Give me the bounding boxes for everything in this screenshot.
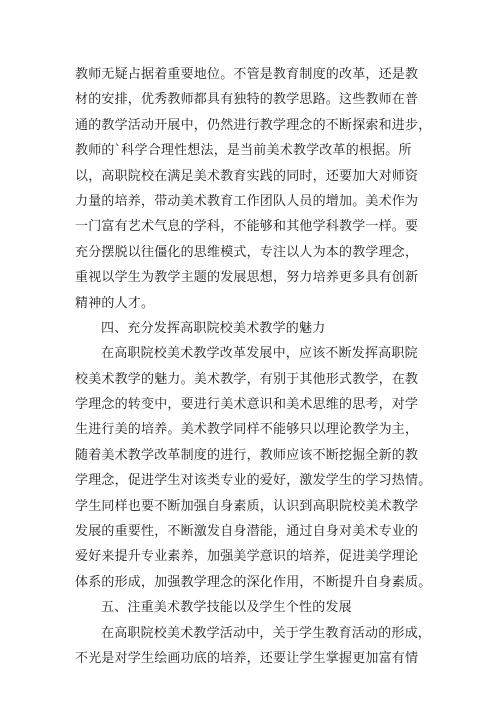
body-line: 精神的人才。 (75, 295, 155, 311)
body-line: 不光是对学生绘画功底的培养，还要让学生掌握更加富有情 (75, 650, 419, 666)
body-line: 学生同样也要不断加强自身素质，认识到高职院校美术教学 (75, 498, 419, 514)
body-line: 爱好来提升专业素养，加强美学意识的培养，促进美学理论 (75, 549, 419, 565)
body-line: 学理念的转变中，要进行美术意识和美术思维的思考，对学 (75, 397, 419, 413)
body-line: 学理念，促进学生对该类专业的爱好，激发学生的学习热情。 (75, 473, 432, 489)
paragraph-first-line: 在高职院校美术教学改革发展中，应该不断发挥高职院 (101, 346, 418, 362)
body-line: 通的教学活动开展中，仍然进行教学理念的不断探索和进步， (75, 117, 432, 133)
body-line: 以，高职院校在满足美术教育实践的同时，还要加大对师资 (75, 168, 419, 184)
section-heading: 五、注重美术教学技能以及学生个性的发展 (101, 600, 352, 616)
document-text-block (75, 62, 435, 671)
body-line: 教师的`科学合理性想法，是当前美术教学改革的根据。所 (75, 143, 412, 159)
body-line: 一门富有艺术气息的学科，不能够和其他学科教学一样。要 (75, 219, 419, 235)
paragraph-first-line: 在高职院校美术教学活动中，关于学生教育活动的形成， (101, 625, 432, 641)
body-line: 校美术教学的魅力。美术教学，有别于其他形式教学，在教 (75, 371, 419, 387)
body-line: 重视以学生为教学主题的发展思想，努力培养更多具有创新 (75, 270, 419, 286)
body-line: 发展的重要性，不断激发自身潜能，通过自身对美术专业的 (75, 524, 419, 540)
body-line: 材的安排，优秀教师都具有独特的教学思路。这些教师在普 (75, 92, 419, 108)
body-line: 生进行美的培养。美术教学同样不能够只以理论教学为主， (75, 422, 419, 438)
body-line: 充分摆脱以往僵化的思维模式，专注以人为本的教学理念， (75, 244, 419, 260)
section-heading: 四、充分发挥高职院校美术教学的魅力 (101, 320, 326, 336)
body-line: 教师无疑占据着重要地位。不管是教育制度的改革，还是教 (75, 67, 419, 82)
body-line: 随着美术教学改革制度的进行，教师应该不断挖掘全新的教 (75, 447, 419, 463)
body-line: 力量的培养，带动美术教育工作团队人员的增加。美术作为 (75, 193, 419, 209)
body-line: 体系的形成，加强教学理念的深化作用，不断提升自身素质。 (75, 574, 432, 590)
